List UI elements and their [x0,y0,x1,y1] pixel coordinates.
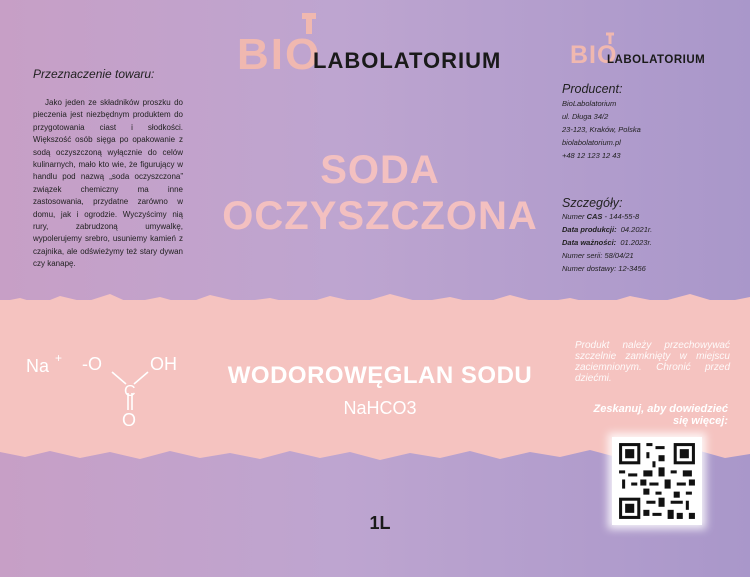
na-label: Na [26,356,50,376]
purpose-title: Przeznaczenie towaru: [33,67,155,81]
delivery-number: Numer dostawy: 12-3456 [562,264,646,273]
flask-neck-icon [296,12,330,46]
producer-street: ul. Długa 34/2 [562,112,609,121]
carbon-label: C [124,383,136,400]
producer-phone: +48 12 123 12 43 [562,151,621,160]
logo-mark: BIO [237,30,322,79]
purpose-text: Jako jeden ze składników proszku do pieczenia jest niezbędnym produktem do przygotowania ciast i słodkości. Większość osób sięga po opakowanie z sodą oczyszczoną wyłącznie do celów kulinarnych, mało kto wie, że figurujący w handlu pod nazwą „soda oczyszczona” związek chemiczny ma inne zastosowania, przydatne zarówno w domu, jak i ogrodzie. Wyczyścimy nią rury, zabrudzoną umywalkę, wypolerujemy srebro, usuniemy kamień z czajnika, ale odświeżymy też stary dywan czy kanapę. [33,98,183,269]
scan-prompt: Zeskanuj, aby dowiedzieć się więcej: [593,403,728,427]
serial-number: Numer serii: 58/04/21 [562,251,634,260]
product-title: SODA OCZYSZCZONA [222,148,538,238]
cas-label: CAS [586,212,603,221]
production-row [562,223,652,236]
chemical-name: WODOROWĘGLAN SODU [227,362,533,389]
production-label: Data produkcji: [562,225,617,234]
producer-name: BioLabolatorium [562,99,617,108]
producer-city: 23-123, Kraków, Polska [562,125,641,134]
small-logo-mark: BIO [570,41,618,69]
qr-code[interactable] [612,437,702,525]
bicarbonate-structure-diagram [22,342,197,437]
oxygen-label: O [122,410,137,430]
expiry-label: Data ważności: [562,238,617,247]
details-title: Szczegóły: [562,196,623,210]
chemical-formula: NaHCO3 [343,398,417,418]
producer-info [562,97,641,162]
cas-value: - 144-55-8 [602,212,640,221]
cas-row [562,210,652,223]
producer-website: biolabolatorium.pl [562,138,621,147]
production-value: 04.2021r. [616,225,653,234]
expiry-value: 01.2023r. [616,238,652,247]
qr-code-icon [612,437,702,525]
details-info [562,210,652,275]
o-minus-label: -O [82,354,102,374]
storage-note: Produkt należy przechowywać szczelnie zamknięty w miejscu zaciemnionym. Chronić przed dziećmi. [575,340,730,384]
small-logo-word: LABOLATORIUM [607,54,706,66]
logo-word: LABOLATORIUM [313,48,502,73]
small-flask-neck-icon [604,32,620,48]
expiry-row [562,236,652,249]
band-top-edge [0,288,750,312]
cas-prefix: Numer [562,212,587,221]
oh-label: OH [150,354,177,374]
volume-label: 1L [369,513,391,533]
producer-title: Producent: [562,82,623,96]
na-charge: + [55,351,63,365]
